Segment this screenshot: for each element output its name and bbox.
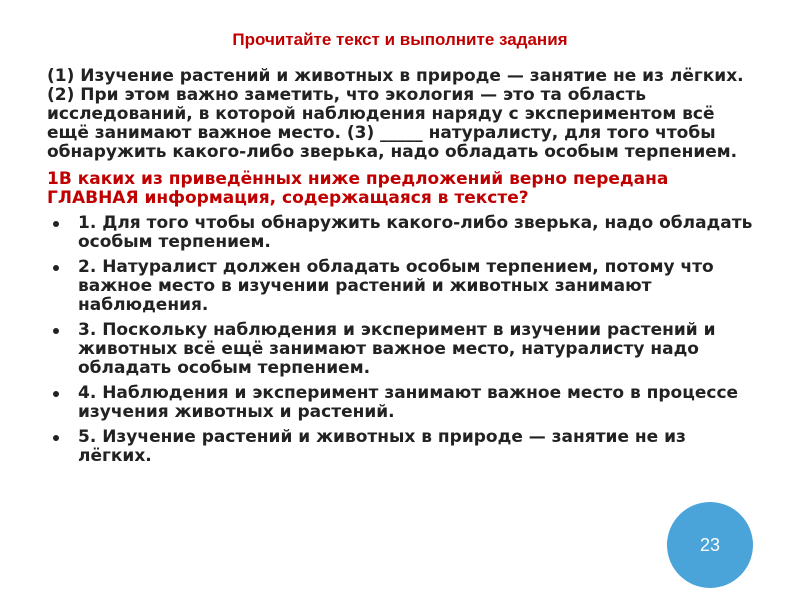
answer-option-2: 2. Натуралист должен обладать особым терпением, потому что важное место в изучении растений и животных занимают наблюдения. xyxy=(78,258,757,315)
answer-option-1: 1. Для того чтобы обнаружить какого-либо зверька, надо обладать особым терпением. xyxy=(78,214,757,252)
answer-option-4: 4. Наблюдения и эксперимент занимают важное место в процессе изучения животных и растений. xyxy=(78,384,757,422)
answer-option-3: 3. Поскольку наблюдения и эксперимент в изучении растений и животных всё ещё занимают важное место, натуралисту надо обладать особым терпением. xyxy=(78,321,757,378)
task-question: 1В каких из приведённых ниже предложений верно передана ГЛАВНАЯ информация, содержащаяся в тексте? xyxy=(47,169,669,208)
page-number-badge: 23 xyxy=(667,502,753,588)
source-text: (1) Изучение растений и животных в природе — занятие не из лёгких. (2) При этом важно заметить, что экология — это та область исследований, в которой наблюдения наряду с экспериментом всё ещё занимают важное место. (3) _____ натуралисту, для того чтобы обнаружить какого-либо зверька, надо обладать особым терпением. xyxy=(47,66,744,162)
slide-title: Прочитайте текст и выполните задания xyxy=(232,30,568,49)
slide-body xyxy=(47,67,757,472)
answer-option-5: 5. Изучение растений и животных в природе — занятие не из лёгких. xyxy=(78,428,757,466)
answer-options xyxy=(47,214,757,466)
